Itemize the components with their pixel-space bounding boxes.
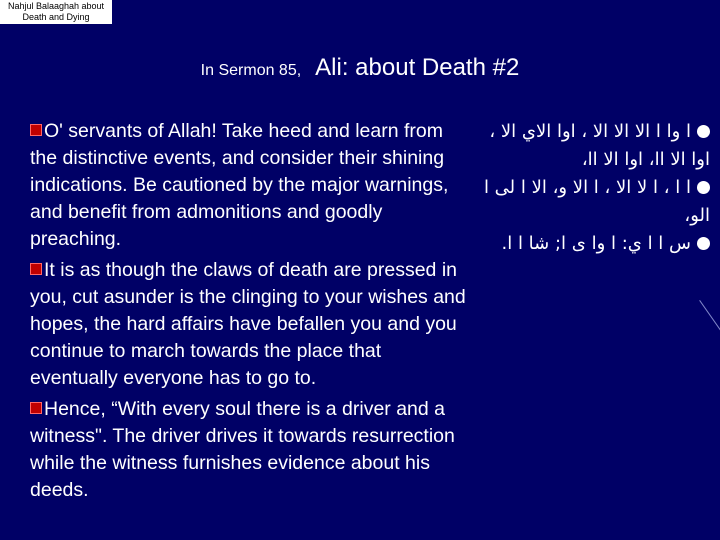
arabic-original xyxy=(478,118,710,258)
english-paragraph-3: Hence, “With every soul there is a driver and a witness". The driver drives it towards resurrection while the witness furnishes evidence about his deeds. xyxy=(30,398,455,501)
arabic-paragraph-3: س ا ا ي: ا وا ى ا; شا ا ا. xyxy=(478,230,710,258)
white-dot-bullet-icon xyxy=(697,181,710,194)
red-square-bullet-icon xyxy=(30,263,42,275)
english-translation xyxy=(30,118,470,504)
slide-title xyxy=(0,54,720,82)
decorative-line xyxy=(699,300,720,333)
presentation-series-tag xyxy=(0,0,112,24)
arabic-paragraph-2: ا ا ، ا لا الا ، ا الا و، الا ا لى ا الو، xyxy=(483,177,710,226)
white-dot-bullet-icon xyxy=(697,125,710,138)
title-sermon-reference: In Sermon 85, xyxy=(200,62,302,79)
english-paragraph-1: O' servants of Allah! Take heed and learn from the distinctive events, and consider their shining indications. Be cautioned by the major warnings, and benefit from admonitions and goodly preaching. xyxy=(30,120,449,250)
english-paragraph-2: It is as though the claws of death are pressed in you, cut asunder is the clinging to your wishes and hopes, the hard affairs have befallen you and you continue to march towards the place that eventually everyone has to go to. xyxy=(30,259,466,389)
series-tag-line-2: Death and Dying xyxy=(22,12,90,22)
red-square-bullet-icon xyxy=(30,402,42,414)
title-main: Ali: about Death #2 xyxy=(315,54,520,81)
white-dot-bullet-icon xyxy=(697,237,710,250)
series-tag-line-1: Nahjul Balaaghah about xyxy=(7,1,105,11)
red-square-bullet-icon xyxy=(30,124,42,136)
arabic-paragraph-1: ا وا ا الا الا الا ، اوا الاي الا ، اوا الا اا، اوا الا اا، xyxy=(489,121,710,170)
